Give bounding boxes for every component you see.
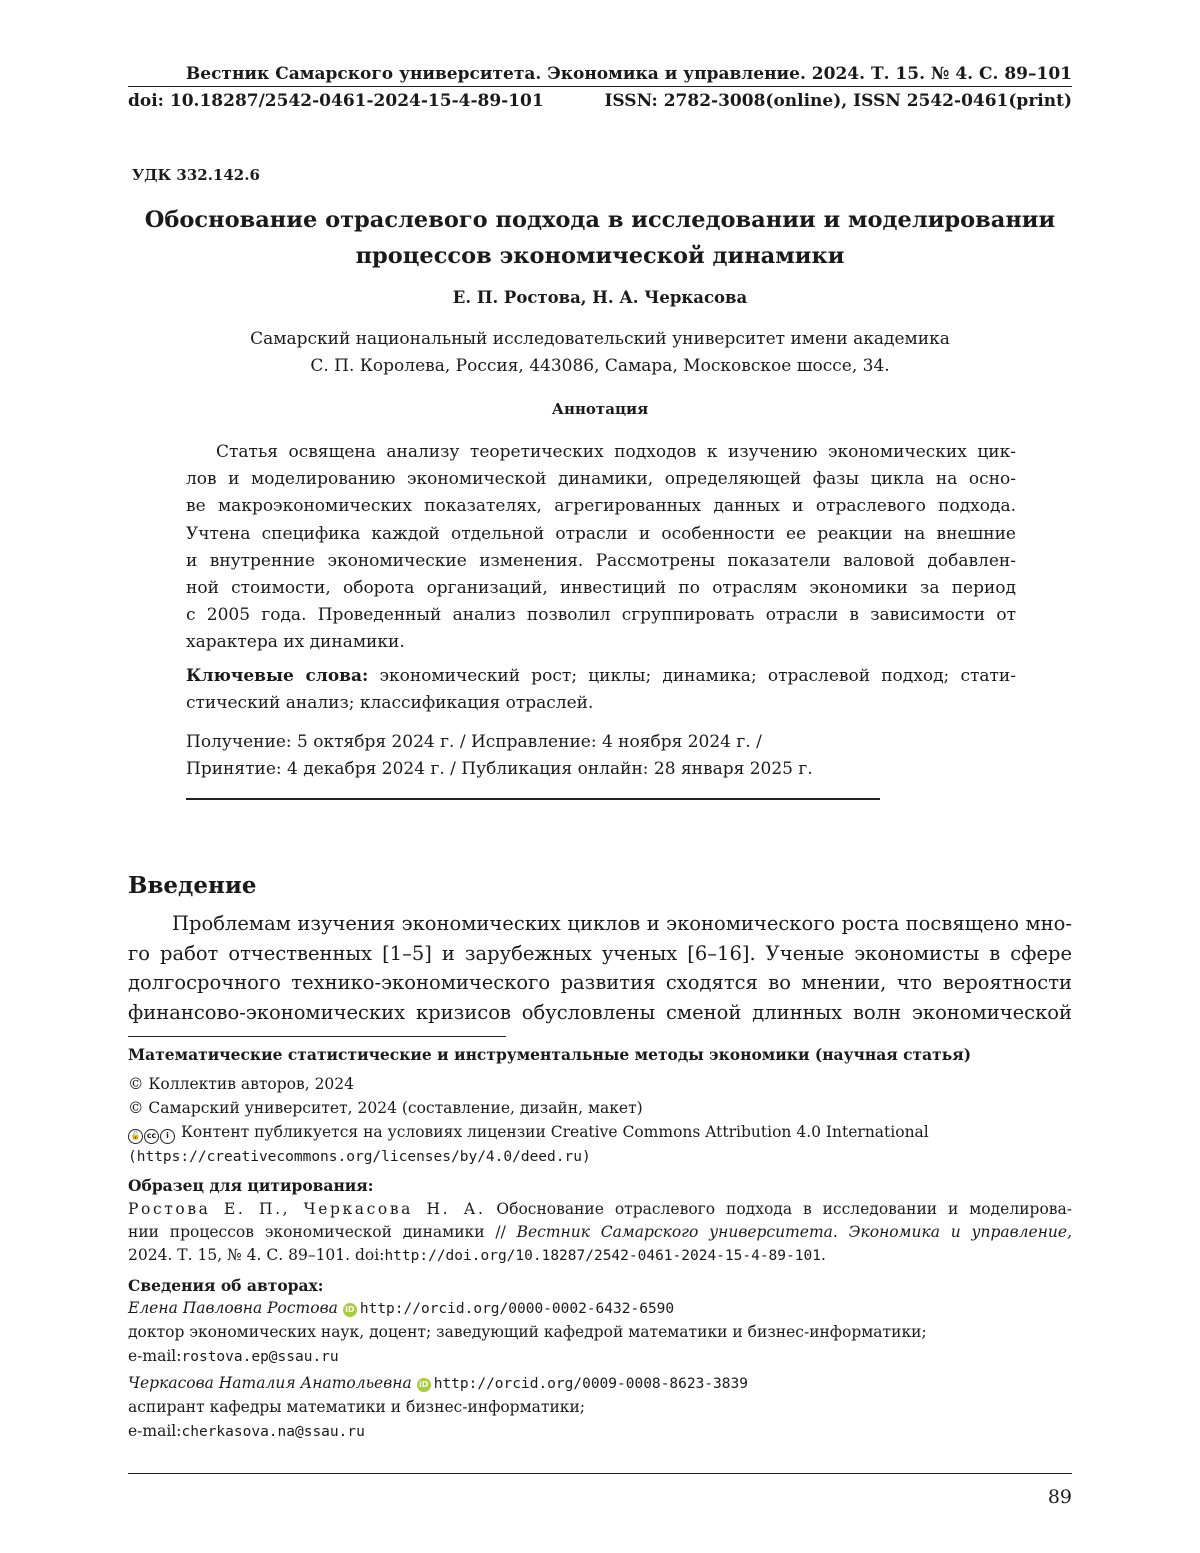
citation-line-2 (128, 1221, 1072, 1245)
affiliation (128, 326, 1072, 380)
issn-text: ISSN: 2782-3008(online), ISSN 2542-0461(print) (604, 91, 1072, 111)
introduction-text (128, 909, 1072, 1027)
intro-line: долгосрочного технико-экономического развития сходятся во мнении, что вероятности (128, 971, 1072, 994)
keywords-line: стический анализ; классификация отраслей. (186, 693, 594, 713)
license-text: Контент публикуется на условиях лицензии Creative Commons Attribution 4.0 International (180, 1123, 929, 1141)
author2-position: аспирант кафедры математики и бизнес-информатики; (128, 1398, 586, 1416)
copyright-authors: © Коллектив авторов, 2024 (128, 1075, 355, 1093)
article-dates (186, 729, 1016, 783)
article-category (128, 1043, 1072, 1068)
author1-email-line (128, 1345, 1072, 1370)
abstract-line: и внутренние экономические изменения. Рассмотрены показатели валовой добавлен- (186, 550, 1016, 571)
author2-line (128, 1372, 1072, 1397)
abstract-line: характера их динамики. (186, 632, 405, 653)
header-rule (128, 86, 1072, 87)
intro-line: Проблемам изучения экономических циклов и экономического роста посвящено мно- (172, 912, 1072, 935)
cc-icon: cc (144, 1129, 159, 1144)
open-access-icon: 🔓 (128, 1129, 143, 1144)
abstract-line: ве макроэкономических показателях, агрегированных данных и отраслевого подхода. (186, 496, 1016, 517)
intro-line: финансово-экономических кризисов обусловлены сменой длинных волн экономической (128, 1000, 1072, 1024)
citation-line: 2024. Т. 15, № 4. С. 89–101. doi:http://doi.org/10.18287/2542-0461-2024-15-4-89-101. (128, 1246, 826, 1264)
author1-email-link[interactable]: rostova.ep@ssau.ru (181, 1349, 339, 1365)
dates-line: Получение: 5 октября 2024 г. / Исправление: 4 ноября 2024 г. / (186, 732, 762, 752)
author1-name: Елена Павловна Ростова (128, 1299, 338, 1317)
abstract-line: Статья освящена анализу теоретических подходов к изучению экономических цик- (216, 442, 1016, 462)
author2-orcid-link[interactable]: http://orcid.org/0009-0008-8623-3839 (433, 1376, 748, 1392)
citation-journal: Вестник Самарского университета. Экономика и управление, (516, 1223, 1072, 1241)
doi-text: doi: 10.18287/2542-0461-2024-15-4-89-101 (128, 91, 544, 111)
keywords-text: экономический рост; циклы; динамика; отраслевой подход; стати- (379, 666, 1016, 686)
page-number: 89 (1047, 1486, 1072, 1508)
email-label: e-mail: (128, 1347, 182, 1365)
citation-authors: Ростова Е. П., Черкасова Н. А. (128, 1200, 486, 1218)
affiliation-line: С. П. Королева, Россия, 443086, Самара, Московское шоссе, 34. (310, 356, 890, 376)
footnote-rule (128, 1036, 506, 1037)
keywords-line (186, 663, 1016, 690)
citation-doi-link[interactable]: http://doi.org/10.18287/2542-0461-2024-15-4-89-101 (384, 1248, 821, 1264)
license-link[interactable]: (https://creativecommons.org/licenses/by/4.0/deed.ru) (128, 1149, 591, 1165)
copyright-university: © Самарский университет, 2024 (составление, дизайн, макет) (128, 1099, 643, 1117)
citation-volume: 2024. Т. 15, № 4. С. 89–101. doi: (128, 1246, 385, 1264)
citation-line (128, 1198, 1072, 1222)
journal-header: Вестник Самарского университета. Экономика и управление. 2024. Т. 15. № 4. С. 89–101 (185, 64, 1072, 84)
orcid-icon: iD (343, 1303, 357, 1317)
section-heading-introduction: Введение (128, 872, 257, 899)
citation-heading-text: Образец для цитирования: (128, 1176, 374, 1195)
authors: Е. П. Ростова, Н. А. Черкасова (452, 288, 748, 307)
category-text: Математические статистические и инструментальные методы экономики (научная статья) (128, 1045, 972, 1064)
citation-title-cont: нии процессов экономической динамики // (128, 1223, 506, 1241)
title-line: процессов экономической динамики (355, 243, 845, 269)
keywords (186, 663, 1016, 717)
title-line: Обоснование отраслевого подхода в исследовании и моделировании (144, 207, 1056, 233)
citation-line-1 (128, 1198, 1072, 1222)
footer-rule (128, 1473, 1072, 1474)
authors-info-heading-text: Сведения об авторах: (128, 1276, 324, 1295)
abstract-text (186, 439, 1016, 657)
author2-email-link[interactable]: cherkasova.na@ssau.ru (181, 1424, 365, 1440)
citation-title: Обоснование отраслевого подхода в исследовании и моделирова- (496, 1200, 1072, 1218)
dates-line: Принятие: 4 декабря 2024 г. / Публикация онлайн: 28 января 2025 г. (186, 759, 813, 779)
author2-email-line (128, 1420, 1072, 1445)
by-icon: i (160, 1129, 175, 1144)
authors-info-heading (128, 1274, 1072, 1299)
orcid-icon: iD (417, 1378, 431, 1392)
affiliation-line: Самарский национальный исследовательский университет имени академика (250, 329, 950, 349)
email-label: e-mail: (128, 1422, 182, 1440)
author1-line (128, 1297, 1072, 1322)
keywords-label: Ключевые слова: (186, 666, 369, 686)
abstract-line: лов и моделированию экономической динамики, определяющей фазы цикла на осно- (186, 469, 1016, 490)
doi-issn-line (128, 91, 1072, 111)
intro-line: го работ отчественных [1–5] и зарубежных ученых [6–16]. Ученые экономисты в сфере (128, 941, 1072, 965)
citation-heading (128, 1174, 1072, 1199)
abstract-line: с 2005 года. Проведенный анализ позволил сгруппировать отрасли в зависимости от (186, 605, 1016, 626)
author1-orcid-link[interactable]: http://orcid.org/0000-0002-6432-6590 (359, 1301, 675, 1317)
citation-line (128, 1221, 1072, 1245)
abstract-line: Учтена специфика каждой отдельной отрасли и особенности ее реакции на внешние (186, 523, 1016, 544)
article-title (120, 202, 1080, 274)
abstract-line: ной стоимости, оборота организаций, инвестиций по отраслям экономики за период (186, 578, 1016, 599)
udk-code: УДК 332.142.6 (132, 166, 260, 184)
abstract-end-rule (186, 798, 880, 800)
abstract-heading: Аннотация (551, 400, 649, 418)
author2-name: Черкасова Наталия Анатольевна (128, 1374, 412, 1392)
author1-position: доктор экономических наук, доцент; заведующий кафедрой математики и бизнес-информатики; (128, 1323, 927, 1341)
license-url-line (128, 1145, 1072, 1170)
license-line (128, 1121, 1072, 1145)
